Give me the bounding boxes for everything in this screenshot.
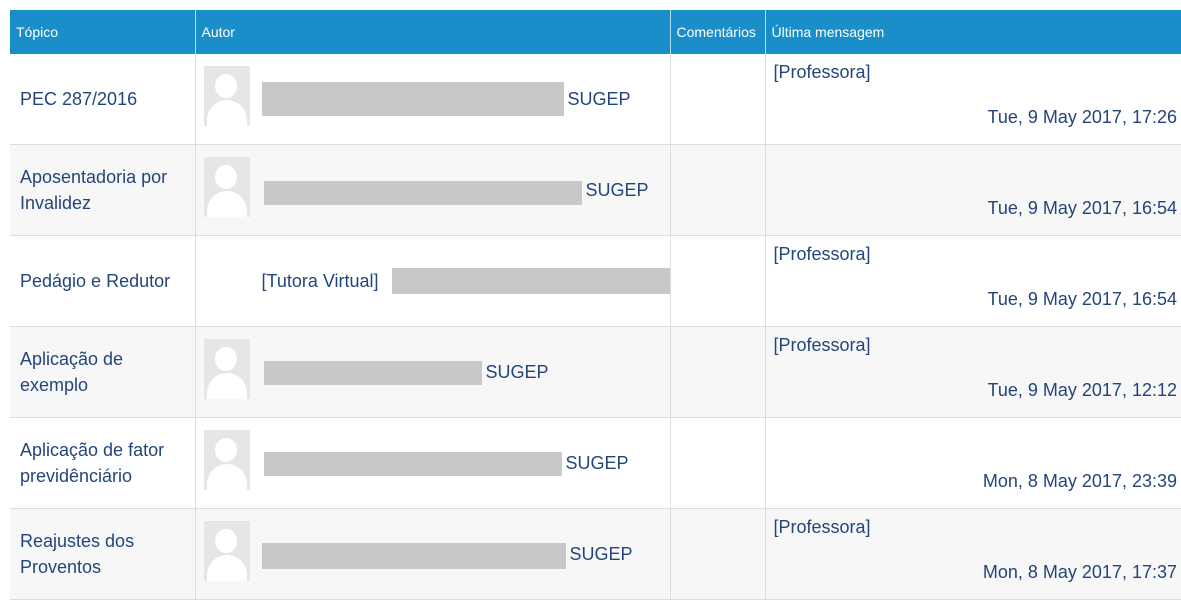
table-row: [10, 54, 1181, 145]
comments-cell: [670, 145, 765, 236]
avatar[interactable]: [204, 521, 250, 581]
comments-cell: [670, 54, 765, 145]
last-message-date[interactable]: Mon, 8 May 2017, 23:39: [982, 471, 1177, 491]
topic-link[interactable]: Aplicação de fator previdênciário: [20, 440, 165, 486]
redacted-name: [262, 82, 564, 116]
last-message-cell: [765, 145, 1181, 236]
comments-cell: [670, 327, 765, 418]
topic-link[interactable]: Pedágio e Redutor: [20, 271, 171, 291]
author-role-label[interactable]: [Tutora Virtual]: [261, 271, 379, 291]
author-suffix[interactable]: SUGEP: [565, 453, 629, 473]
avatar[interactable]: [204, 157, 250, 217]
author-cell: [195, 418, 670, 509]
column-header-comments[interactable]: Comentários: [670, 10, 765, 54]
column-header-author[interactable]: Autor: [195, 10, 670, 54]
author-suffix[interactable]: SUGEP: [567, 89, 631, 109]
table-header-row: [10, 10, 1181, 54]
last-message-author[interactable]: [Professora]: [773, 517, 871, 537]
comments-cell: [670, 418, 765, 509]
last-message-date[interactable]: Tue, 9 May 2017, 17:26: [987, 107, 1177, 127]
avatar[interactable]: [204, 430, 250, 490]
table-row: [10, 418, 1181, 509]
last-message-cell: [765, 418, 1181, 509]
comments-cell: [670, 509, 765, 600]
author-cell: [195, 327, 670, 418]
topic-link[interactable]: Aposentadoria por Invalidez: [20, 167, 168, 213]
last-message-cell: [765, 509, 1181, 600]
author-suffix[interactable]: SUGEP: [485, 362, 549, 382]
topic-cell: [10, 145, 195, 236]
table-row: [10, 236, 1181, 327]
last-message-cell: [765, 236, 1181, 327]
author-suffix[interactable]: SUGEP: [569, 544, 633, 564]
topic-cell: [10, 327, 195, 418]
last-message-date[interactable]: Tue, 9 May 2017, 16:54: [987, 198, 1177, 218]
last-message-author[interactable]: [Professora]: [773, 244, 871, 264]
author-suffix[interactable]: SUGEP: [585, 180, 649, 200]
redacted-name: [264, 361, 482, 385]
redacted-name: [264, 181, 582, 205]
last-message-date[interactable]: Tue, 9 May 2017, 16:54: [987, 289, 1177, 309]
last-message-cell: [765, 54, 1181, 145]
topic-cell: [10, 509, 195, 600]
topic-link[interactable]: Reajustes dos Proventos: [20, 531, 135, 577]
redacted-name: [262, 543, 566, 569]
author-cell: [195, 509, 670, 600]
topic-cell: [10, 236, 195, 327]
topic-link[interactable]: PEC 287/2016: [20, 89, 138, 109]
last-message-author[interactable]: [Professora]: [773, 335, 871, 355]
avatar[interactable]: [204, 339, 250, 399]
author-cell: [195, 145, 670, 236]
redacted-name: [264, 452, 562, 476]
topic-cell: [10, 54, 195, 145]
table-row: [10, 145, 1181, 236]
comments-cell: [670, 236, 765, 327]
topic-link[interactable]: Aplicação de exemplo: [20, 349, 124, 395]
redacted-name: [392, 268, 670, 294]
column-header-last-message[interactable]: Última mensagem: [765, 10, 1181, 54]
avatar[interactable]: [204, 66, 250, 126]
last-message-author[interactable]: [Professora]: [773, 62, 871, 82]
table-row: [10, 327, 1181, 418]
table-row: [10, 509, 1181, 600]
author-cell: [195, 236, 670, 327]
author-cell: [195, 54, 670, 145]
topic-cell: [10, 418, 195, 509]
last-message-date[interactable]: Tue, 9 May 2017, 12:12: [987, 380, 1177, 400]
column-header-topic[interactable]: Tópico: [10, 10, 195, 54]
last-message-date[interactable]: Mon, 8 May 2017, 17:37: [982, 562, 1177, 582]
last-message-cell: [765, 327, 1181, 418]
forum-topic-table: [10, 10, 1181, 600]
